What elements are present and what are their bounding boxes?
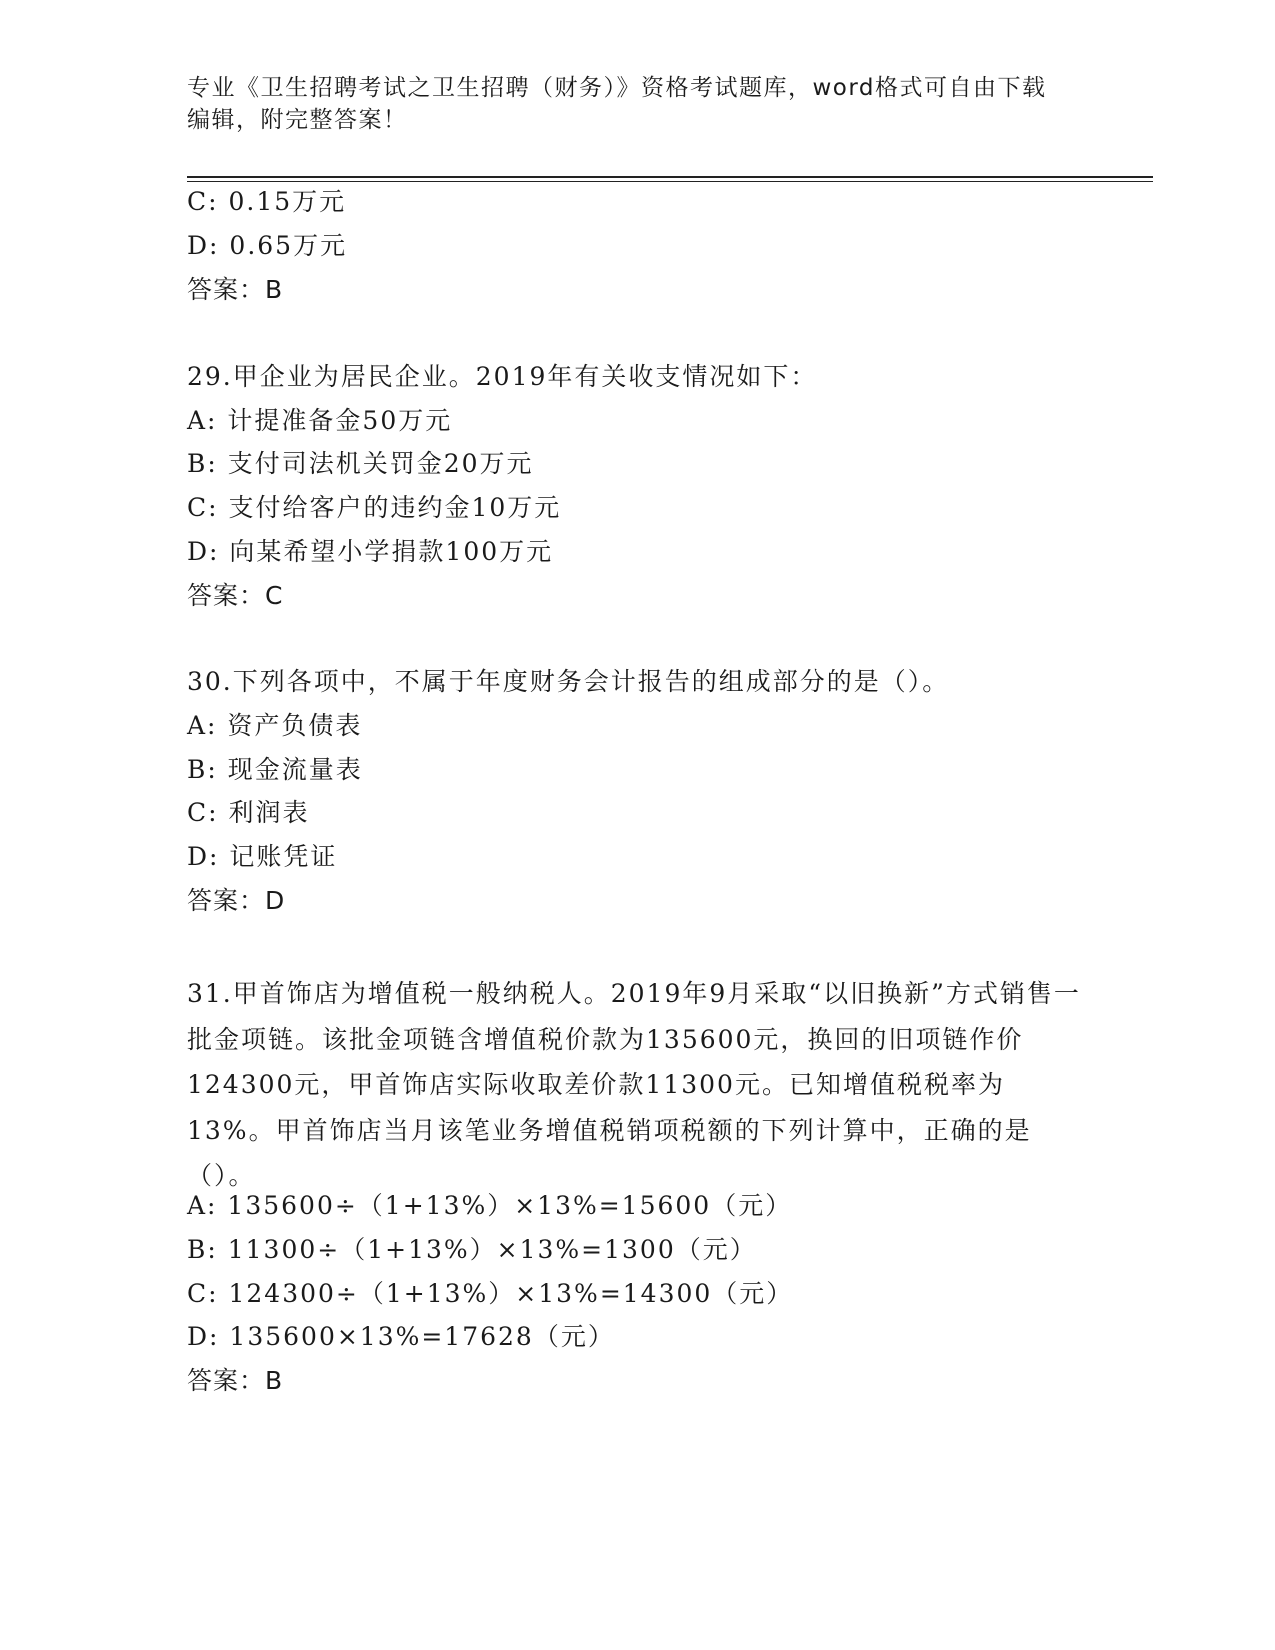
q28-option-d: D: 0.65万元: [187, 231, 348, 260]
q31-stem: 31.甲首饰店为增值税一般纳税人。2019年9月采取“以旧换新”方式销售一批金项链。该批金项链含增值税价款为135600元，换回的旧项链作价124300元，甲首饰店实际收取差价款11300元。已知增值税税率为13%。甲首饰店当月该笔业务增值税销项税额的下列计算中，正确的是（）。: [187, 979, 1081, 1190]
document-header: [187, 72, 1067, 136]
header-title-line-1: 专业《卫生招聘考试之卫生招聘（财务）》资格考试题库，word格式可自由下载: [187, 75, 1047, 101]
q30-option-d: D: 记账凭证: [187, 842, 338, 871]
q29-answer: 答案：C: [187, 581, 284, 610]
q28-answer: 答案：B: [187, 275, 284, 304]
q31-option-a: A: 135600÷（1+13%）×13%=15600（元）: [187, 1191, 793, 1220]
q31-option-d: D: 135600×13%=17628（元）: [187, 1322, 615, 1351]
q29-option-b: B: 支付司法机关罚金20万元: [187, 449, 534, 478]
q30-stem: 30.下列各项中，不属于年度财务会计报告的组成部分的是（）。: [187, 667, 950, 696]
q30-answer: 答案：D: [187, 886, 286, 915]
q28-option-c: C: 0.15万元: [187, 187, 347, 216]
q30-option-b: B: 现金流量表: [187, 755, 363, 784]
header-title-line-2: 编辑，附完整答案！: [187, 107, 408, 133]
q31-option-b: B: 11300÷（1+13%）×13%=1300（元）: [187, 1235, 757, 1264]
q31-option-c: C: 124300÷（1+13%）×13%=14300（元）: [187, 1279, 794, 1308]
q29-stem: 29.甲企业为居民企业。2019年有关收支情况如下：: [187, 362, 818, 391]
q30-option-c: C: 利润表: [187, 798, 310, 827]
q29-option-d: D: 向某希望小学捐款100万元: [187, 537, 554, 566]
q29-option-a: A: 计提准备金50万元: [187, 406, 453, 435]
q29-option-c: C: 支付给客户的违约金10万元: [187, 493, 562, 522]
header-divider: [187, 176, 1153, 182]
q30-option-a: A: 资产负债表: [187, 711, 363, 740]
q31-answer: 答案：B: [187, 1366, 284, 1395]
